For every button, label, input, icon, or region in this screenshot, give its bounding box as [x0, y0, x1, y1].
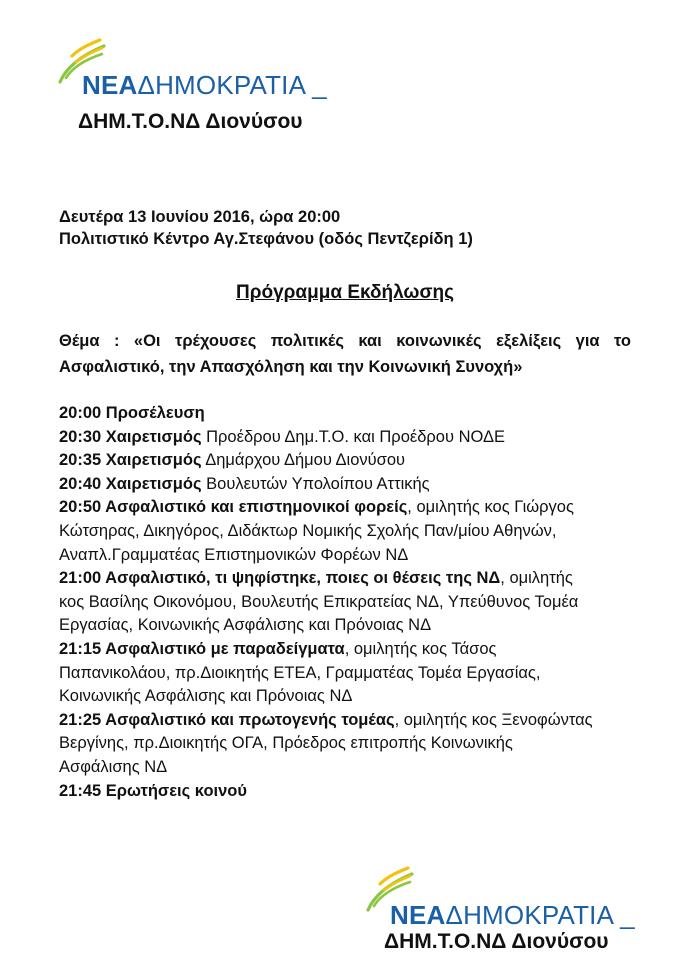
- wordmark-nea: ΝΕΑ: [390, 900, 446, 930]
- program-item-line: [59, 638, 659, 662]
- branch-name-top: ΔΗΜ.Τ.Ο.ΝΔ Διονύσου: [78, 110, 303, 133]
- wordmark-nea: ΝΕΑ: [82, 70, 138, 100]
- program-item-line: Ασφάλισης ΝΔ: [59, 757, 168, 776]
- program-item-title: 21:15 Ασφαλιστικό με παραδείγματα: [59, 639, 345, 658]
- nd-wordmark: [390, 900, 635, 931]
- program-item: [59, 402, 659, 426]
- branch-name-bottom: ΔΗΜ.Τ.Ο.ΝΔ Διονύσου: [384, 930, 609, 953]
- program-item-title: 20:00 Προσέλευση: [59, 404, 205, 422]
- program-item-title: 20:50 Ασφαλιστικό και επιστημονικοί φορείς: [59, 498, 408, 517]
- event-date: Δευτέρα 13 Ιουνίου 2016, ώρα 20:00: [59, 208, 341, 226]
- program-item-line: [59, 567, 659, 591]
- program-item: [59, 473, 659, 497]
- program-item: [59, 426, 659, 450]
- program-item-title: 20:35 Χαιρετισμός: [59, 451, 202, 470]
- program-item-line: Κοινωνικής Ασφάλισης και Πρόνοιας ΝΔ: [59, 687, 353, 706]
- program-item-text: , ομιλητής: [500, 569, 573, 588]
- program-item-text: , ομιλητής κος Γιώργος: [407, 498, 574, 517]
- program-item-line: Αναπλ.Γραμματέας Επιστημονικών Φορέων ΝΔ: [59, 545, 409, 564]
- program-item-line: [59, 709, 659, 733]
- wordmark-dimokratia: ΔΗΜΟΚΡΑΤΙΑ: [137, 70, 305, 100]
- program-heading: Πρόγραμμα Εκδήλωσης: [236, 282, 454, 303]
- program-item-title: 21:45 Ερωτήσεις κοινού: [59, 781, 247, 800]
- wordmark-underscore: _: [620, 900, 635, 930]
- nd-wordmark: [82, 70, 327, 101]
- program-item-text: , ομιλητής κος Ξενοφώντας: [394, 710, 593, 729]
- program-item-line: Εργασίας, Κοινωνικής Ασφάλισης και Πρόνοιας ΝΔ: [59, 616, 432, 635]
- event-document: [59, 206, 631, 800]
- program-item-title: 21:00 Ασφαλιστικό, τι ψηφίστηκε, ποιες οι θέσεις της ΝΔ: [59, 569, 501, 588]
- program-item: [59, 780, 659, 804]
- program-item-text: Δημάρχου Δήμου Διονύσου: [201, 451, 406, 470]
- program-item-title: 20:40 Χαιρετισμός: [59, 474, 202, 493]
- program-item-text: Προέδρου Δημ.Τ.Ο. και Προέδρου ΝΟΔΕ: [201, 427, 506, 446]
- program-item-text: , ομιλητής κος Τάσος: [344, 639, 497, 658]
- program-item: [59, 638, 659, 709]
- program-item-line: Παπανικολάου, πρ.Διοικητής ΕΤΕΑ, Γραμματέας Τομέα Εργασίας,: [59, 663, 541, 682]
- wordmark-underscore: _: [312, 70, 327, 100]
- program-item-line: [59, 473, 659, 497]
- program-item-line: [59, 496, 659, 520]
- program-item: [59, 567, 659, 638]
- program-item-line: Βεργίνης, πρ.Διοικητής ΟΓΑ, Πρόεδρος επιτροπής Κοινωνικής: [59, 734, 513, 753]
- wordmark-dimokratia: ΔΗΜΟΚΡΑΤΙΑ: [445, 900, 613, 930]
- program-item-line: [59, 449, 659, 473]
- event-venue: Πολιτιστικό Κέντρο Αγ.Στεφάνου (οδός Πεντζερίδη 1): [59, 230, 473, 248]
- program-item-text: Βουλευτών Υπολοίπου Αττικής: [201, 474, 430, 493]
- program-item-line: κος Βασίλης Οικονόμου, Βουλευτής Επικρατείας ΝΔ, Υπεύθυνος Τομέα: [59, 592, 579, 611]
- program-item: [59, 449, 659, 473]
- program-item-line: [59, 426, 659, 450]
- program-item: [59, 709, 659, 780]
- program-list: [59, 402, 659, 803]
- event-theme: Θέμα : «Οι τρέχουσες πολιτικές και κοινωνικές εξελίξεις για το Ασφαλιστικό, την Απασχόληση και την Κοινωνική Συνοχή»: [59, 332, 631, 376]
- program-item-line: Κώτσηρας, Δικηγόρος, Διδάκτωρ Νομικής Σχολής Παν/μίου Αθηνών,: [59, 521, 557, 540]
- program-item-line: [59, 780, 659, 804]
- program-item-title: 20:30 Χαιρετισμός: [59, 427, 202, 446]
- program-item-title: 21:25 Ασφαλιστικό και πρωτογενής τομέας: [59, 710, 395, 729]
- program-item-line: [59, 402, 659, 426]
- program-item: [59, 496, 659, 567]
